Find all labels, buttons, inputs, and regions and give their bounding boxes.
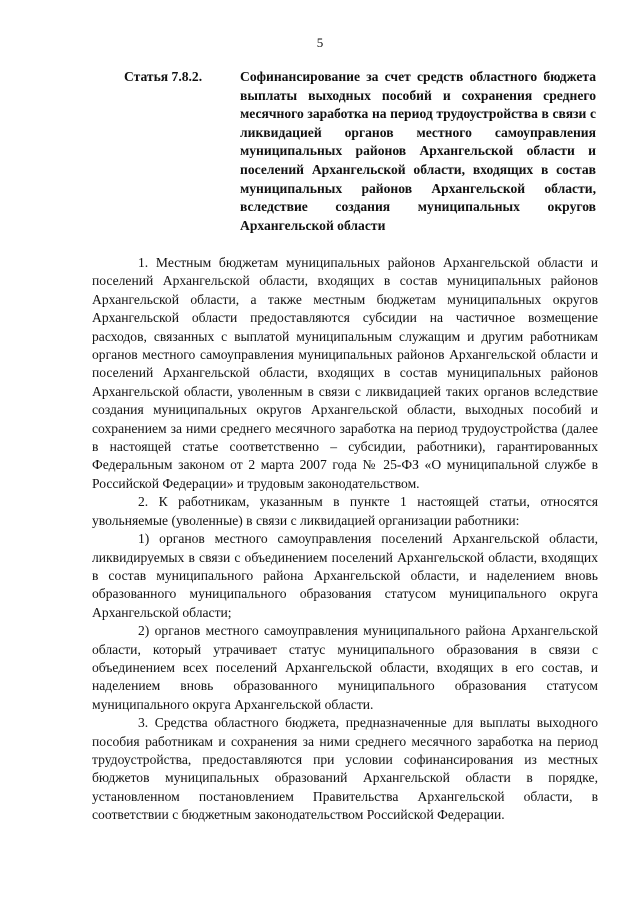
paragraph-3: 3. Средства областного бюджета, предназначенные для выплаты выходного пособия работникам и сохранения за ними среднего месячного заработка на период трудоустройства, предоставляются при условии софинансирования из местных бюджетов муниципальных образований Архангельской области в порядке, установленном постановлением Правительства Архангельской области, в соответствии с бюджетным законодательством Российской Федерации.: [92, 715, 598, 823]
paragraph-1: 1. Местным бюджетам муниципальных районов Архангельской области и поселений Архангельской области, входящих в состав муниципальных районов Архангельской области, а также местным бюджетам муниципальных округов Архангельской области предоставляются субсидии на частичное возмещение расходов, связанных с выплатой муниципальным служащим и другим работникам органов местного самоуправления муниципальных районов Архангельской области и поселений Архангельской области, входящих в состав муниципальных районов Архангельской области, уволенным в связи с ликвидацией таких органов вследствие создания муниципальных округов Архангельской области, выходных пособий и сохранением за ними среднего месячного заработка на период трудоустройства (далее в настоящей статье соответственно – субсидии, работники), гарантированных Федеральным законом от 2 марта 2007 года № 25-ФЗ «О муниципальной службе в Российской Федерации» и трудовым законодательством.: [92, 255, 598, 491]
paragraph-2: 2. К работникам, указанным в пункте 1 настоящей статьи, относятся увольняемые (уволенные) в связи с ликвидацией организации работники:: [92, 494, 598, 528]
article-title: Софинансирование за счет средств областного бюджета выплаты выходных пособий и сохранения среднего месячного заработка на период трудоустройства в связи с ликвидацией органов местного самоуправления муниципальных районов Архангельской области и поселений Архангельской области, входящих в состав муниципальных районов Архангельской области, вследствие создания муниципальных округов Архангельской области: [240, 69, 596, 233]
paragraph-2-item-1: 1) органов местного самоуправления поселений Архангельской области, ликвидируемых в связи с объединением поселений Архангельской области, входящих в состав муниципального района Архангельской области, и наделением вновь образованного муниципального образования статусом муниципального округа Архангельской области;: [92, 531, 598, 620]
article-label: Статья 7.8.2.: [124, 69, 203, 84]
paragraph-2-item-2: 2) органов местного самоуправления муниципального района Архангельской области, который утрачивает статус муниципального образования в связи с объединением всех поселений Архангельской области, входящих в его состав, и наделением вновь образованного муниципального образования статусом муниципального округа Архангельской области.: [92, 623, 598, 712]
page-number: 5: [316, 35, 324, 50]
article-body: [92, 254, 598, 825]
